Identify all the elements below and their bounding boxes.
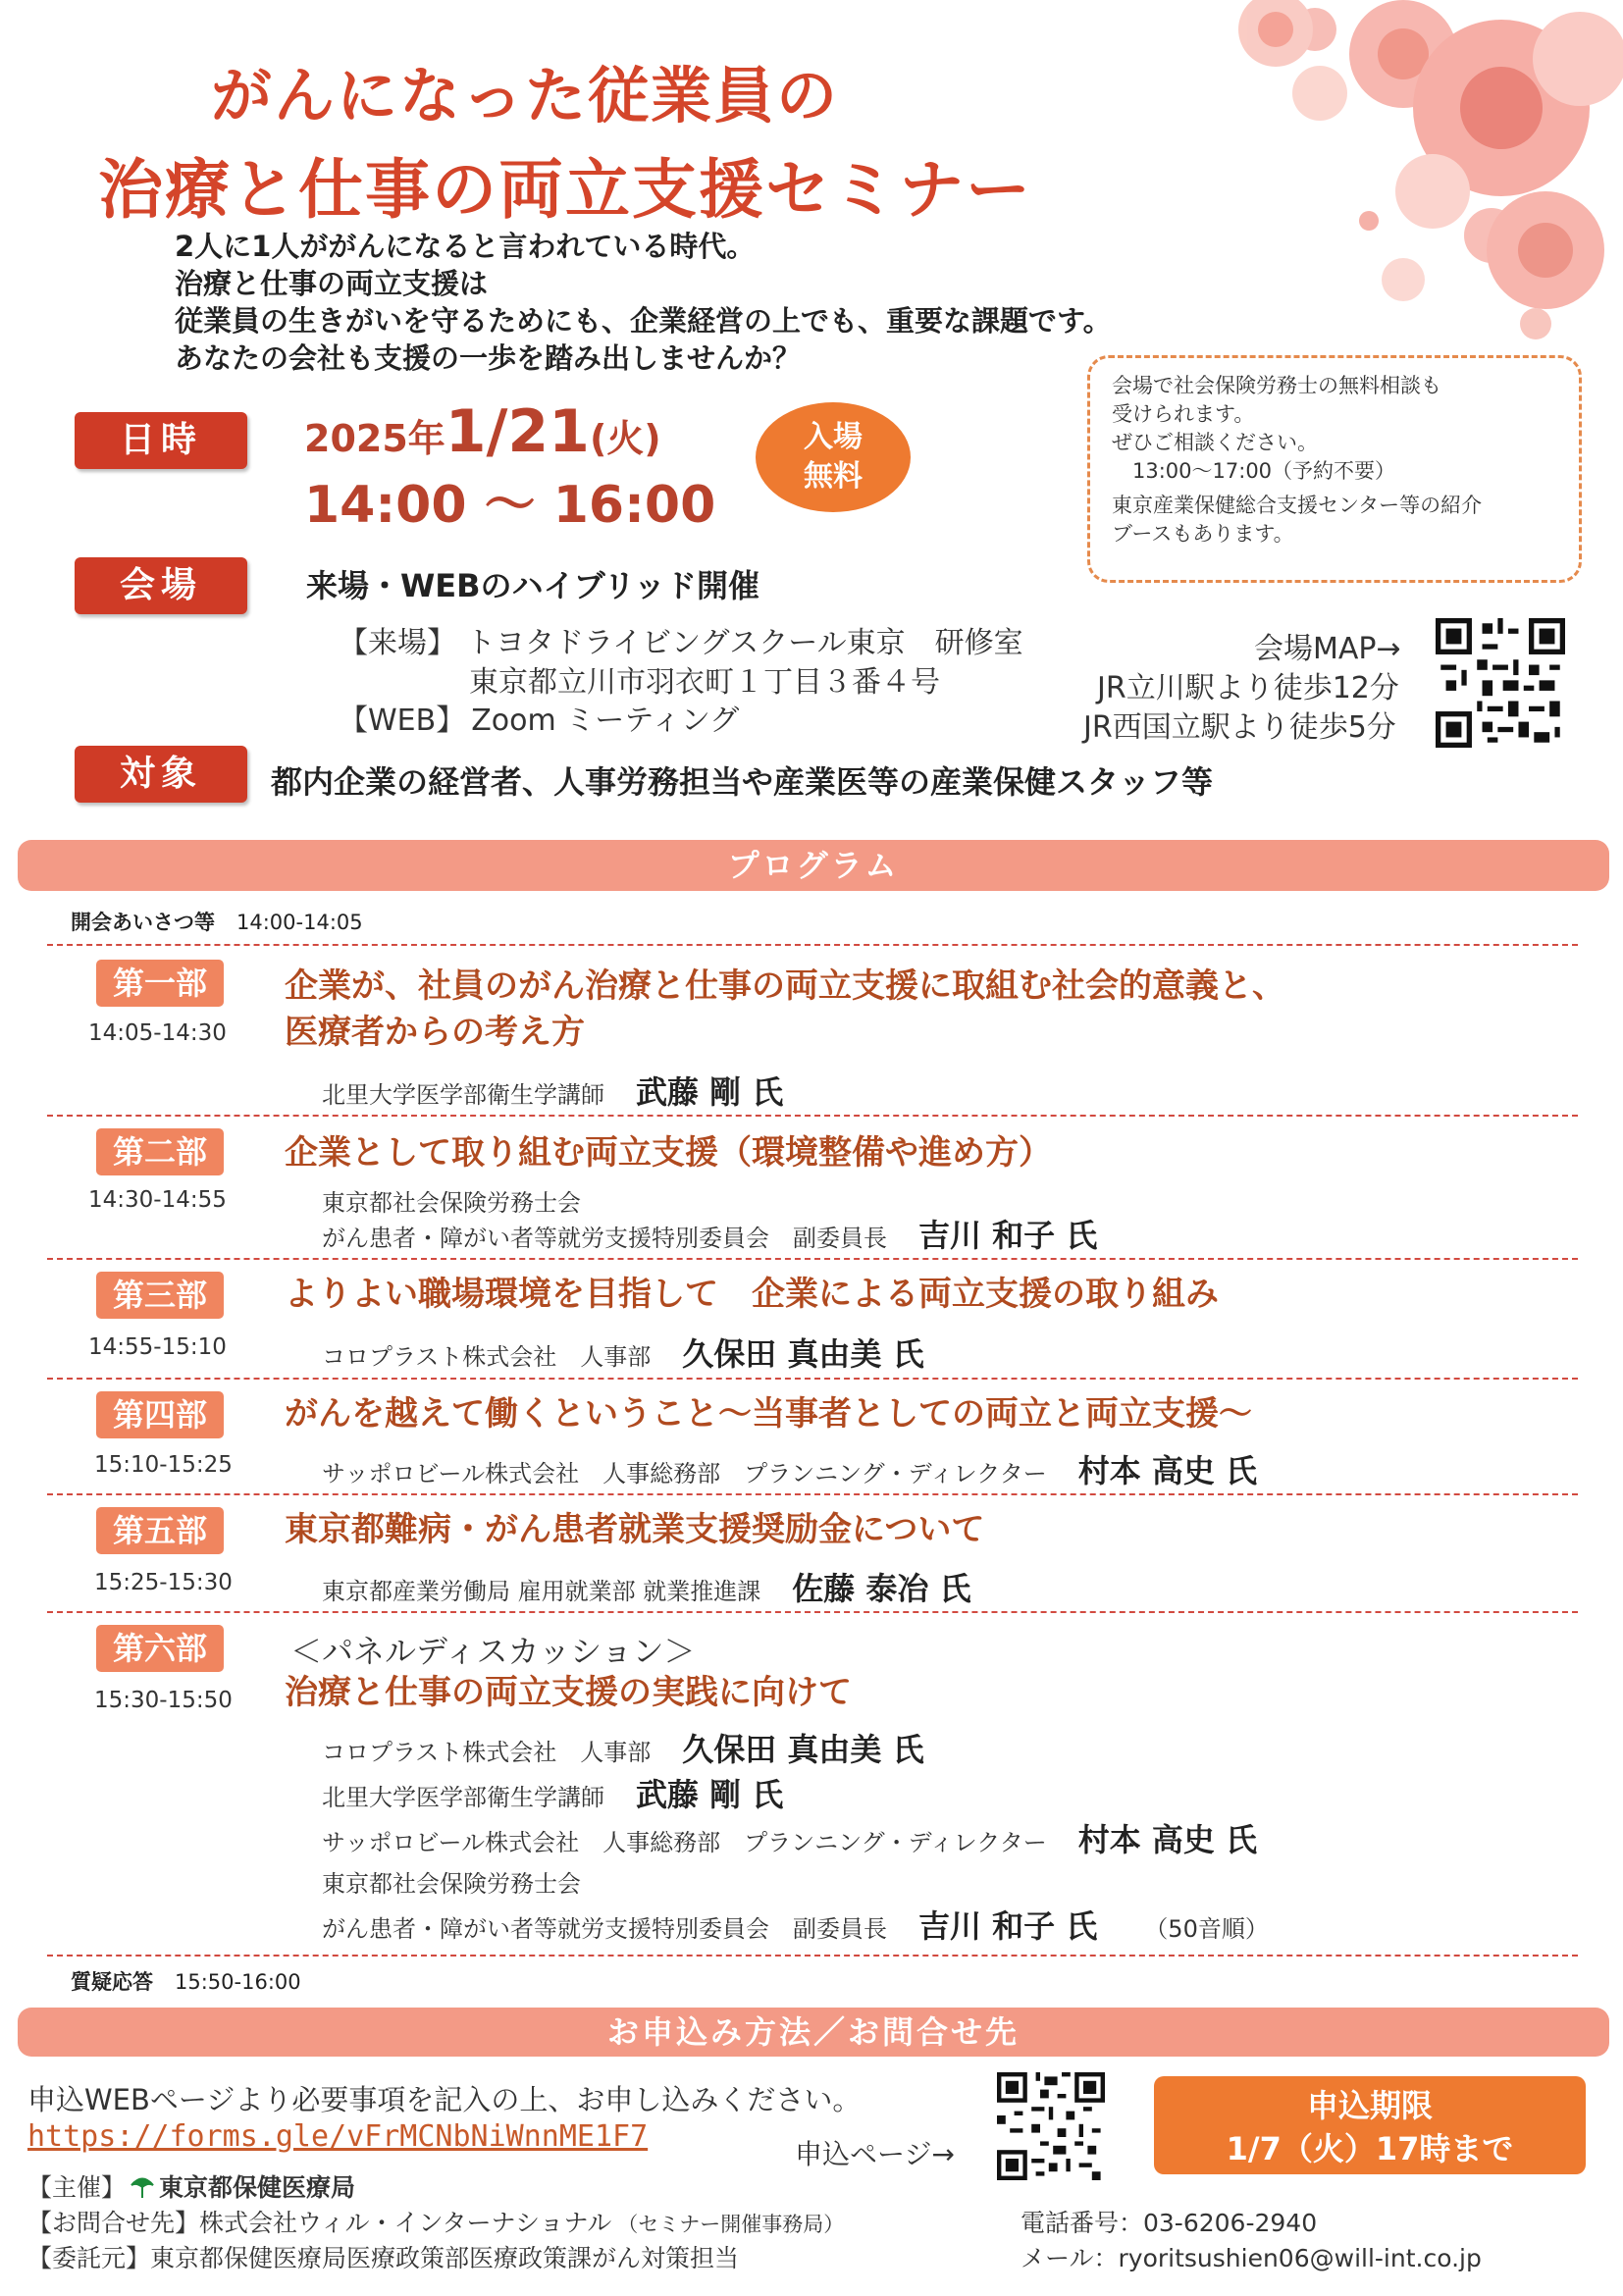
speaker-affiliation: がん患者・障がい者等就労支援特別委員会 副委員長 (322, 1225, 887, 1252)
consultation-box (1087, 355, 1582, 583)
part-tag: 第六部 (96, 1625, 224, 1672)
plum-blossom-decoration (1168, 0, 1623, 353)
speaker-name: 吉川 和子 氏 (918, 1217, 1098, 1254)
part-title: よりよい職場環境を目指して 企業による両立支援の取り組み (285, 1275, 1219, 1314)
speaker-name: 吉川 和子 氏 (918, 1907, 1098, 1945)
speaker-row (322, 1068, 783, 1113)
apply-page-qr-code[interactable] (997, 2072, 1105, 2180)
host-name: 東京都保健医療局 (159, 2173, 356, 2202)
speaker-row (322, 1446, 1257, 1491)
part-time: 15:10-15:25 (94, 1452, 233, 1478)
event-date (304, 397, 661, 466)
panel-speaker-row (322, 1815, 1257, 1860)
consult-line: 受けられます。 (1112, 402, 1255, 426)
web-tool: Zoom ミーティング (471, 704, 740, 738)
speaker-name: 村本 高史 氏 (1077, 1452, 1258, 1489)
onsite-place: トヨタドライビングスクール東京 研修室 (466, 626, 1023, 660)
intro-line: 2人に1人ががんになると言われている時代。 (175, 230, 756, 263)
client-name: 東京都保健医療局医療政策部医療政策課がん対策担当 (150, 2244, 740, 2272)
opening-time: 14:00-14:05 (236, 911, 363, 934)
divider (47, 1611, 1578, 1613)
contact-email[interactable]: メール：ryoritsushien06@will-int.co.jp (1021, 2244, 1482, 2272)
web-label: 【WEB】 (339, 704, 466, 738)
part-title: 医療者からの考え方 (285, 1013, 585, 1052)
speaker-affiliation: がん患者・障がい者等就労支援特別委員会 副委員長 (322, 1915, 887, 1943)
client-label: 【委託元】 (27, 2244, 151, 2272)
consult-line: ぜひご相談ください。 (1112, 431, 1318, 454)
apply-instruction: 申込WEBページより必要事項を記入の上、お申し込みください。 (27, 2083, 862, 2116)
opening-label: 開会あいさつ等 (71, 911, 215, 934)
panel-speaker-row (322, 1902, 1269, 1947)
badge-line: 入場 (804, 420, 863, 454)
event-time: 14:00 ～ 16:00 (304, 476, 716, 535)
venue-map-qr-code[interactable] (1436, 618, 1565, 748)
contact-label: 【お問合せ先】 (27, 2209, 200, 2237)
apply-url-link[interactable]: https://forms.gle/vFrMCNbNiWnnME1F7 (27, 2119, 649, 2154)
contact-phone: 電話番号：03-6206-2940 (1021, 2209, 1318, 2237)
order-note: （50音順） (1144, 1915, 1269, 1943)
part-tag: 第五部 (96, 1507, 224, 1554)
part-title: 企業として取り組む両立支援（環境整備や進め方） (285, 1133, 1052, 1173)
panel-speaker-row (322, 1770, 783, 1815)
access-nishikunitachi: JR西国立駅より徒歩5分 (1083, 710, 1396, 745)
qa-time: 15:50-16:00 (175, 1970, 301, 1994)
part-title: 企業が、社員のがん治療と仕事の両立支援に取組む社会的意義と、 (285, 966, 1285, 1006)
speaker-name: 村本 高史 氏 (1077, 1821, 1258, 1858)
consult-note: 東京産業保健総合支援センター等の紹介 (1112, 494, 1483, 517)
part-time: 15:30-15:50 (94, 1688, 233, 1713)
divider (47, 1955, 1578, 1957)
divider (47, 1378, 1578, 1380)
speaker-row (322, 1330, 924, 1375)
consult-note: ブースもあります。 (1112, 522, 1294, 546)
apply-page-label: 申込ページ→ (795, 2138, 955, 2170)
onsite-label: 【来場】 (339, 626, 456, 660)
divider (47, 1115, 1578, 1117)
venue-mode: 来場・WEBのハイブリッド開催 (306, 567, 760, 604)
part-title: がんを越えて働くということ～当事者としての両立と両立支援～ (285, 1394, 1252, 1434)
apply-header: お申込み方法／お問合せ先 (18, 2008, 1609, 2057)
datetime-tag: 日時 (75, 412, 247, 469)
event-weekday: (火) (589, 417, 661, 460)
opening-remarks (71, 907, 363, 936)
speaker-affiliation: 北里大学医学部衛生学講師 (322, 1081, 604, 1109)
qa-session (71, 1966, 301, 1996)
title-line2: 治療と仕事の両立支援セミナー (98, 152, 1032, 228)
speaker-name: 久保田 真由美 氏 (682, 1731, 924, 1768)
contact-row (27, 2204, 844, 2239)
intro-text (175, 228, 1112, 377)
intro-line: 治療と仕事の両立支援は (175, 267, 489, 300)
speaker-row (322, 1564, 971, 1609)
web-venue (339, 696, 739, 739)
speaker-affiliation: 東京都産業労働局 雇用就業部 就業推進課 (322, 1578, 761, 1605)
part-title: 治療と仕事の両立支援の実践に向けて (285, 1673, 852, 1712)
part-time: 14:05-14:30 (88, 1020, 227, 1046)
part-tag: 第三部 (96, 1272, 224, 1319)
event-year: 2025年 (304, 417, 445, 460)
divider (47, 944, 1578, 946)
deadline-label: 申込期限 (1306, 2087, 1433, 2124)
speaker-name: 久保田 真由美 氏 (682, 1335, 924, 1373)
divider (47, 1493, 1578, 1495)
host-label: 【主催】 (27, 2173, 127, 2202)
panel-speaker-row (322, 1725, 924, 1770)
consult-line: 会場で社会保険労務士の無料相談も (1112, 374, 1441, 397)
consult-line: 13:00～17:00（予約不要） (1112, 459, 1396, 483)
part-tag: 第一部 (96, 960, 224, 1007)
client-row (27, 2239, 739, 2274)
panel-subtitle: ＜パネルディスカッション＞ (290, 1633, 696, 1670)
qa-label: 質疑応答 (71, 1970, 153, 1994)
speaker-name: 佐藤 泰冶 氏 (792, 1570, 971, 1607)
title-line1: がんになった従業員の (211, 60, 840, 131)
speaker-affiliation: サッポロビール株式会社 人事総務部 プランニング・ディレクター (322, 1829, 1047, 1856)
onsite-venue (339, 618, 1023, 661)
part-tag: 第二部 (96, 1128, 224, 1175)
host-row (27, 2168, 355, 2204)
part-time: 14:30-14:55 (88, 1187, 227, 1213)
badge-line: 無料 (804, 459, 863, 494)
deadline-box (1154, 2076, 1586, 2174)
speaker-affiliation: 東京都社会保険労務士会 (322, 1189, 581, 1217)
part-tag: 第四部 (96, 1391, 224, 1438)
venue-map-label: 会場MAP→ (1254, 632, 1401, 666)
speaker-name: 武藤 剛 氏 (636, 1073, 784, 1111)
tokyo-ginkgo-logo-icon (130, 2174, 155, 2200)
speaker-affiliation: サッポロビール株式会社 人事総務部 プランニング・ディレクター (322, 1460, 1047, 1487)
intro-line: あなたの会社も支援の一歩を踏み出しませんか？ (175, 341, 802, 375)
intro-line: 従業員の生きがいを守るためにも、企業経営の上でも、重要な課題です。 (175, 304, 1112, 338)
target-text: 都内企業の経営者、人事労務担当や産業医等の産業保健スタッフ等 (271, 763, 1214, 801)
speaker-row (322, 1211, 1097, 1256)
access-tachikawa: JR立川駅より徒歩12分 (1097, 671, 1399, 705)
speaker-affiliation: コロプラスト株式会社 人事部 (322, 1739, 652, 1766)
contact-note: （セミナー開催事務局） (617, 2213, 845, 2236)
deadline-date: 1/7（火）17時まで (1226, 2130, 1514, 2167)
free-admission-badge (756, 402, 911, 512)
part-time: 14:55-15:10 (88, 1334, 227, 1360)
venue-tag: 会場 (75, 557, 247, 614)
venue-address: 東京都立川市羽衣町１丁目３番４号 (469, 665, 940, 700)
part-time: 15:25-15:30 (94, 1570, 233, 1595)
speaker-affiliation: コロプラスト株式会社 人事部 (322, 1343, 652, 1371)
program-header: プログラム (18, 840, 1609, 891)
target-tag: 対象 (75, 746, 247, 803)
speaker-affiliation: 東京都社会保険労務士会 (322, 1870, 581, 1898)
speaker-affiliation: 北里大学医学部衛生学講師 (322, 1784, 604, 1811)
speaker-name: 武藤 剛 氏 (636, 1776, 784, 1813)
divider (47, 1258, 1578, 1260)
part-title: 東京都難病・がん患者就業支援奨励金について (285, 1510, 985, 1549)
event-day: 1/21 (445, 397, 590, 466)
contact-name: 株式会社ウィル・インターナショナル (199, 2209, 612, 2237)
